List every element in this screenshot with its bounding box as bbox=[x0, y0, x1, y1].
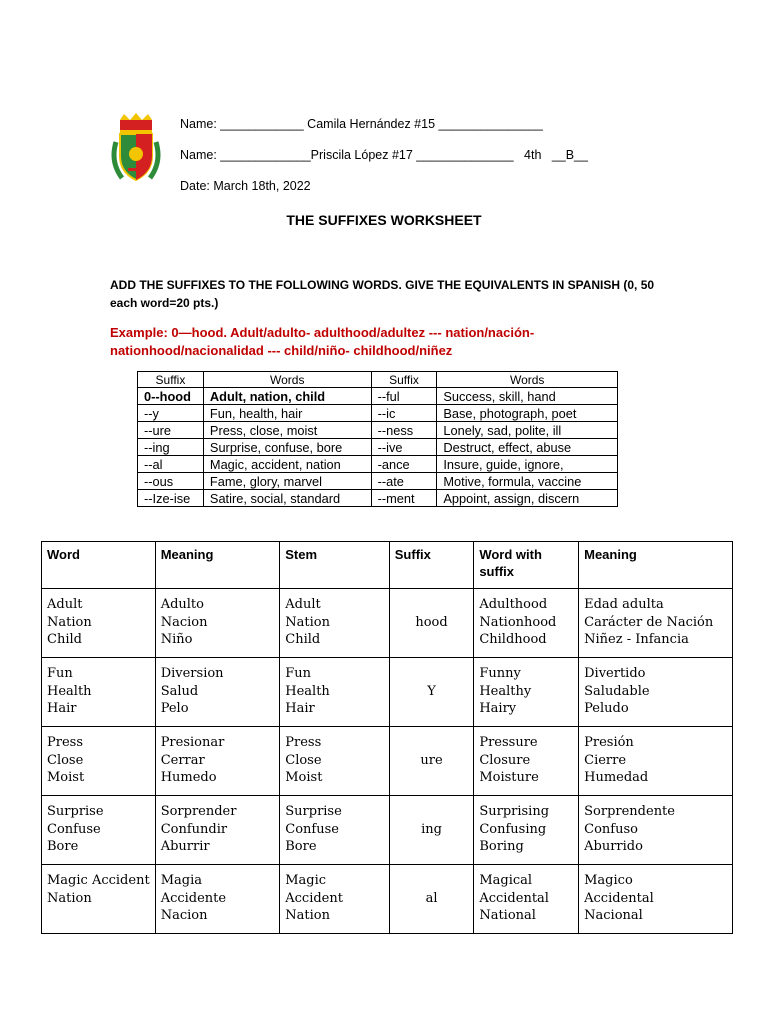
cell-line: National bbox=[479, 908, 536, 923]
word-with-suffix-cell bbox=[474, 589, 579, 658]
table-row bbox=[42, 865, 733, 934]
cell-line: Confuse bbox=[47, 821, 101, 837]
cell-line: Closure bbox=[479, 752, 531, 768]
header-word-with-suffix: Word with suffix bbox=[474, 542, 579, 589]
cell-line: Bore bbox=[285, 839, 317, 854]
table-row bbox=[138, 439, 618, 456]
cell-line: Magico bbox=[584, 873, 633, 888]
student-name-2: Name: _____________Priscila López #17 ______________ 4th __B__ bbox=[180, 148, 588, 162]
header-words: Words bbox=[203, 372, 371, 388]
word-with-suffix-cell bbox=[474, 658, 579, 727]
cell-line: Accidental bbox=[479, 890, 549, 906]
cell-line: Humedo bbox=[160, 770, 217, 785]
cell-line: Cerrar bbox=[160, 752, 205, 768]
stem-cell bbox=[280, 865, 390, 934]
cell-line: Fun bbox=[47, 666, 73, 681]
cell-line: Humedad bbox=[584, 770, 649, 785]
header-meaning: Meaning bbox=[155, 542, 280, 589]
meaning-cell bbox=[155, 865, 280, 934]
cell-line: Accident bbox=[285, 890, 343, 906]
suffix-cell: --ous bbox=[138, 473, 204, 490]
suffix-cell: --ness bbox=[371, 422, 437, 439]
cell-line: Carácter de Nación bbox=[584, 614, 714, 630]
words-cell: Success, skill, hand bbox=[437, 388, 618, 405]
cell-line: Accidente bbox=[160, 890, 227, 906]
cell-line: Hair bbox=[47, 701, 77, 716]
cell-line: Accidental bbox=[584, 890, 654, 906]
header-suffix: Suffix bbox=[371, 372, 437, 388]
word-with-suffix-cell bbox=[474, 727, 579, 796]
suffix-cell: --ic bbox=[371, 405, 437, 422]
answer-table bbox=[41, 541, 733, 934]
cell-line: Nation bbox=[285, 614, 330, 630]
spanish-meaning-cell bbox=[579, 796, 733, 865]
cell-line: Magic Accident bbox=[47, 873, 150, 888]
words-cell: Appoint, assign, discern bbox=[437, 490, 618, 507]
header-meaning: Meaning bbox=[579, 542, 733, 589]
words-cell: Satire, social, standard bbox=[203, 490, 371, 507]
cell-line: Press bbox=[47, 735, 83, 750]
cell-line: Magic bbox=[285, 873, 327, 888]
suffix-cell: ing bbox=[389, 796, 474, 865]
cell-line: Adulto bbox=[160, 597, 204, 612]
cell-line: Healthy bbox=[479, 683, 532, 699]
cell-line: Pressure bbox=[479, 735, 538, 750]
suffix-cell: Y bbox=[389, 658, 474, 727]
suffix-cell: -ance bbox=[371, 456, 437, 473]
suffix-reference-table bbox=[137, 371, 618, 507]
suffix-cell: 0--hood bbox=[138, 388, 204, 405]
example-text: Example: 0—hood. Adult/adulto- adulthood/adultez --- nation/nación- nationhood/nacionalidad --- child/niño- childhood/niñez bbox=[110, 325, 535, 358]
cell-line: Boring bbox=[479, 839, 524, 854]
words-cell: Surprise, confuse, bore bbox=[203, 439, 371, 456]
cell-line: Magical bbox=[479, 873, 533, 888]
cell-line: Confusing bbox=[479, 821, 547, 837]
meaning-cell bbox=[155, 658, 280, 727]
cell-line: Divertido bbox=[584, 666, 646, 681]
cell-line: Confuse bbox=[285, 821, 339, 837]
suffix-cell: --y bbox=[138, 405, 204, 422]
cell-line: Sorprendente bbox=[584, 804, 675, 819]
stem-cell bbox=[280, 589, 390, 658]
meaning-cell bbox=[155, 589, 280, 658]
suffix-cell: --Ize-ise bbox=[138, 490, 204, 507]
cell-line: Diversion bbox=[160, 666, 224, 681]
suffix-cell: --ing bbox=[138, 439, 204, 456]
cell-line: Moist bbox=[47, 770, 85, 785]
cell-line: Child bbox=[47, 632, 82, 647]
words-cell: Adult, nation, child bbox=[203, 388, 371, 405]
cell-line: Saludable bbox=[584, 683, 650, 699]
cell-line: Aburrir bbox=[160, 839, 210, 854]
word-with-suffix-cell bbox=[474, 865, 579, 934]
cell-line: Nacion bbox=[160, 614, 208, 630]
cell-line: Moisture bbox=[479, 770, 539, 785]
cell-line: Adult bbox=[285, 597, 321, 612]
word-with-suffix-cell bbox=[474, 796, 579, 865]
cell-line: Nation bbox=[47, 614, 92, 630]
word-cell bbox=[42, 865, 156, 934]
cell-line: Moist bbox=[285, 770, 323, 785]
suffix-cell: al bbox=[389, 865, 474, 934]
student-name-1: Name: ____________ Camila Hernández #15 _______________ bbox=[180, 117, 543, 131]
header-suffix: Suffix bbox=[389, 542, 474, 589]
cell-line: Surprise bbox=[285, 804, 342, 819]
words-cell: Destruct, effect, abuse bbox=[437, 439, 618, 456]
cell-line: Bore bbox=[47, 839, 79, 854]
cell-line: Niño bbox=[160, 632, 193, 647]
table-row bbox=[138, 456, 618, 473]
cell-line: Child bbox=[285, 632, 321, 647]
cell-line: Salud bbox=[160, 683, 199, 699]
cell-line: Nacion bbox=[160, 908, 208, 923]
table-row bbox=[138, 405, 618, 422]
word-cell bbox=[42, 658, 156, 727]
spanish-meaning-cell bbox=[579, 727, 733, 796]
stem-cell bbox=[280, 658, 390, 727]
words-cell: Magic, accident, nation bbox=[203, 456, 371, 473]
cell-line: Funny bbox=[479, 666, 521, 681]
instructions: ADD THE SUFFIXES TO THE FOLLOWING WORDS. GIVE THE EQUIVALENTS IN SPANISH (0, 50 each word=20 pts.) bbox=[110, 278, 655, 310]
cell-line: Nationhood bbox=[479, 614, 557, 630]
suffix-table-header bbox=[138, 372, 618, 388]
header-word: Word bbox=[42, 542, 156, 589]
table-row bbox=[42, 658, 733, 727]
cell-line: Magia bbox=[160, 873, 202, 888]
cell-line: Adult bbox=[47, 597, 83, 612]
word-cell bbox=[42, 727, 156, 796]
cell-line: Close bbox=[47, 752, 84, 768]
cell-line: Surprising bbox=[479, 804, 550, 819]
cell-line: Presionar bbox=[160, 735, 225, 750]
table-row bbox=[42, 796, 733, 865]
cell-line: Sorprender bbox=[160, 804, 237, 819]
stem-cell bbox=[280, 727, 390, 796]
cell-line: Aburrido bbox=[584, 839, 643, 854]
words-cell: Base, photograph, poet bbox=[437, 405, 618, 422]
cell-line: Close bbox=[285, 752, 322, 768]
suffix-cell: ure bbox=[389, 727, 474, 796]
table-row bbox=[138, 490, 618, 507]
table-row bbox=[42, 589, 733, 658]
cell-line: Confuso bbox=[584, 821, 638, 837]
cell-line: Surprise bbox=[47, 804, 104, 819]
suffix-cell: --ure bbox=[138, 422, 204, 439]
spanish-meaning-cell bbox=[579, 865, 733, 934]
suffix-cell: --ful bbox=[371, 388, 437, 405]
word-cell bbox=[42, 796, 156, 865]
cell-line: Hair bbox=[285, 701, 315, 716]
cell-line: Peludo bbox=[584, 701, 629, 716]
words-cell: Fame, glory, marvel bbox=[203, 473, 371, 490]
spanish-meaning-cell bbox=[579, 658, 733, 727]
cell-line: Adulthood bbox=[479, 597, 548, 612]
cell-line: Press bbox=[285, 735, 322, 750]
answer-table-header bbox=[42, 542, 733, 589]
header-words: Words bbox=[437, 372, 618, 388]
stem-cell bbox=[280, 796, 390, 865]
cell-line: Nacional bbox=[584, 908, 643, 923]
meaning-cell bbox=[155, 727, 280, 796]
cell-line: Fun bbox=[285, 666, 312, 681]
cell-line: Cierre bbox=[584, 752, 627, 768]
suffix-cell: hood bbox=[389, 589, 474, 658]
suffix-cell: --ment bbox=[371, 490, 437, 507]
suffix-cell: --ate bbox=[371, 473, 437, 490]
cell-line: Health bbox=[47, 683, 92, 699]
cell-line: Hairy bbox=[479, 701, 517, 716]
cell-line: Health bbox=[285, 683, 330, 699]
school-crest-logo bbox=[108, 112, 164, 188]
cell-line: Presión bbox=[584, 735, 634, 750]
meaning-cell bbox=[155, 796, 280, 865]
words-cell: Insure, guide, ignore, bbox=[437, 456, 618, 473]
words-cell: Press, close, moist bbox=[203, 422, 371, 439]
worksheet-title: THE SUFFIXES WORKSHEET bbox=[286, 212, 482, 228]
cell-line: Childhood bbox=[479, 632, 547, 647]
table-row bbox=[138, 422, 618, 439]
cell-line: Confundir bbox=[160, 821, 228, 837]
words-cell: Motive, formula, vaccine bbox=[437, 473, 618, 490]
cell-line: Edad adulta bbox=[584, 597, 664, 612]
suffix-cell: --al bbox=[138, 456, 204, 473]
spanish-meaning-cell bbox=[579, 589, 733, 658]
header-suffix: Suffix bbox=[138, 372, 204, 388]
table-row bbox=[138, 473, 618, 490]
table-row bbox=[138, 388, 618, 405]
cell-line: Nation bbox=[47, 890, 92, 906]
suffix-cell: --ive bbox=[371, 439, 437, 456]
worksheet-date: Date: March 18th, 2022 bbox=[180, 179, 311, 193]
cell-line: Nation bbox=[285, 908, 330, 923]
words-cell: Lonely, sad, polite, ill bbox=[437, 422, 618, 439]
table-row bbox=[42, 727, 733, 796]
words-cell: Fun, health, hair bbox=[203, 405, 371, 422]
word-cell bbox=[42, 589, 156, 658]
cell-line: Niñez - Infancia bbox=[584, 632, 689, 647]
header-stem: Stem bbox=[280, 542, 390, 589]
cell-line: Pelo bbox=[160, 701, 189, 716]
